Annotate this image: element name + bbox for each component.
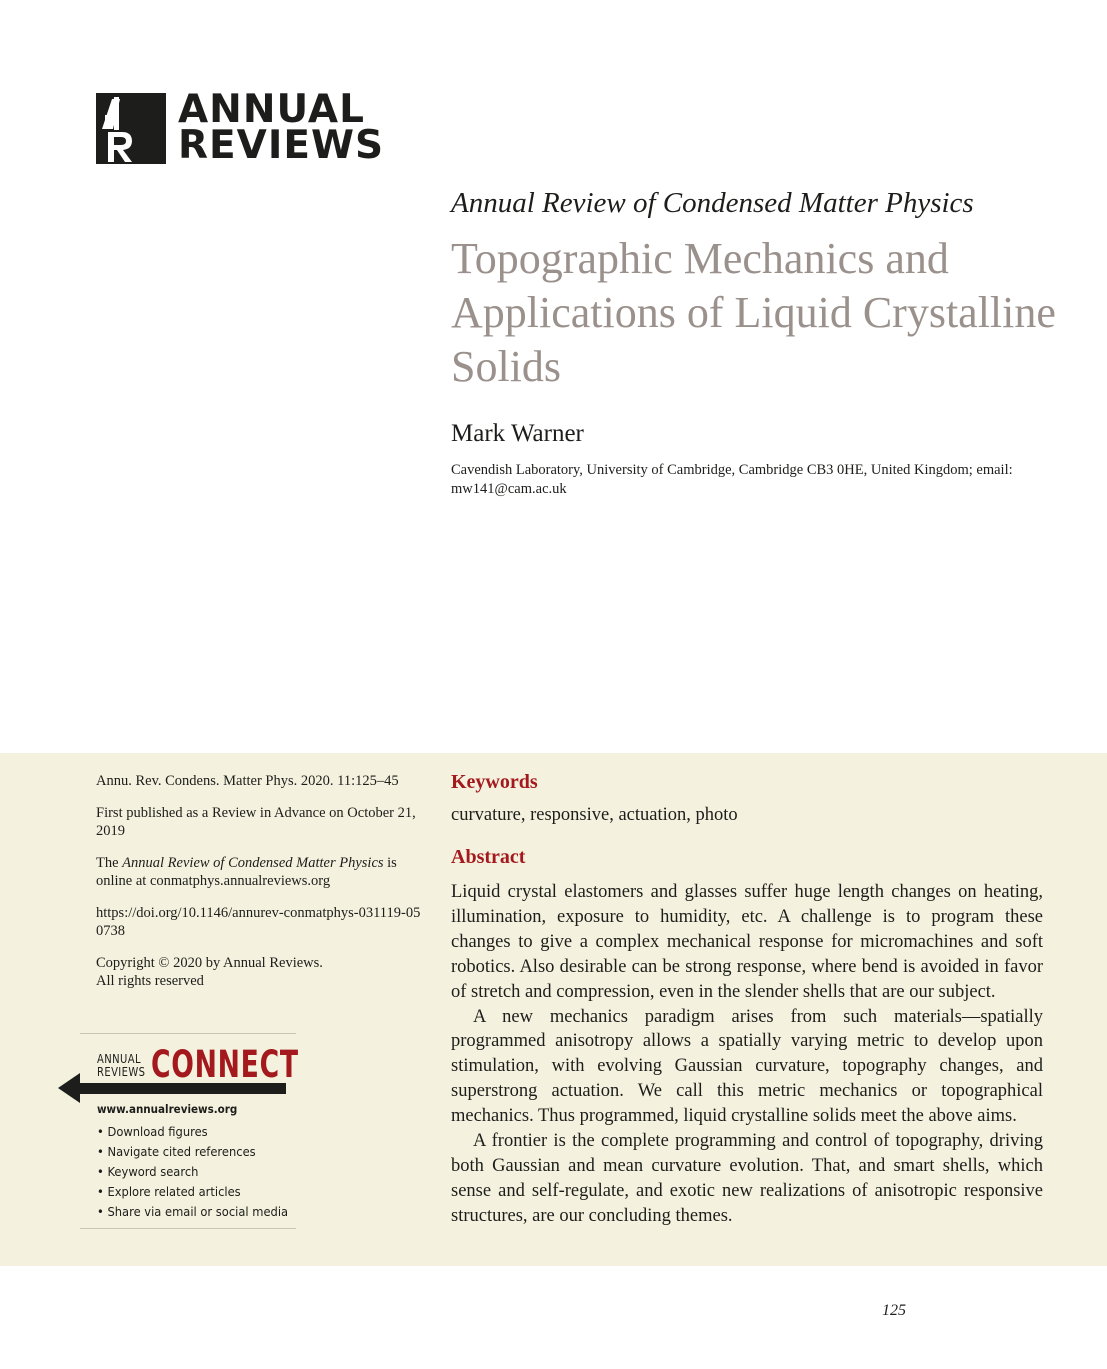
connect-item-share: • Share via email or social media [97,1202,288,1222]
citation: Annu. Rev. Condens. Matter Phys. 2020. 11:125–45 [96,773,399,789]
author-affiliation: Cavendish Laboratory, University of Cambridge, Cambridge CB3 0HE, United Kingdom; email: mw141@cam.ac.uk [451,462,1013,497]
keywords-heading: Keywords [451,771,538,793]
journal-name: Annual Review of Condensed Matter Physics [451,187,974,219]
logo-line-1: ANNUAL [178,87,365,132]
annual-reviews-logo [96,87,385,168]
article-metadata [96,772,426,1004]
online-prefix: The [96,854,119,871]
keywords-text: curvature, responsive, actuation, photo [451,805,738,825]
online-suffix: is online at conmatphys.annualreviews.org [96,854,397,889]
abstract-body [451,880,1043,1229]
copyright-line-1: Copyright © 2020 by Annual Reviews. [96,954,323,971]
connect-item-navigate-references: • Navigate cited references [97,1142,288,1162]
abstract-paragraph: A new mechanics paradigm arises from such materials—spatially programmed anisotropy allows a spatially varying metric to develop upon stimulation, with evolving Gaussian curvature, topography changes, and superstrong actuation. We call this metric mechanics or topographical mechanics. Thus programmed, liquid crystalline solids meet the above aims. [451,1006,1043,1127]
arrow-left-icon [58,1070,288,1106]
connect-item-download-figures: • Download figures [97,1122,288,1142]
abstract-paragraph: Liquid crystal elastomers and glasses suffer huge length changes on heating, illumination, exposure to humidity, etc. A challenge is to program these changes to give a complex mechanical response for micromachines and soft robotics. Also desirable can be strong response, where bend is avoided in favor of stretch and compression, even in the slender shells that are our subject. [451,882,1043,1002]
logo-wordmark [178,87,385,168]
ar-logo-mark [96,93,166,164]
connect-url[interactable]: www.annualreviews.org [97,1102,238,1116]
logo-line-2: REVIEWS [178,123,385,168]
connect-feature-list [97,1122,305,1222]
article-title: Topographic Mechanics and Applications of Liquid Crystalline Solids [451,234,1056,391]
first-published: First published as a Review in Advance on October 21, 2019 [96,804,416,839]
page-number: 125 [882,1302,906,1319]
connect-small-line-1: ANNUAL [97,1050,141,1066]
copyright-line-2: All rights reserved [96,973,204,989]
doi-link[interactable]: https://doi.org/10.1146/annurev-conmatphys-031119-050738 [96,904,421,939]
annual-reviews-connect-box [80,1033,299,1229]
online-availability [96,854,426,891]
abstract-heading: Abstract [451,846,526,868]
connect-item-explore-articles: • Explore related articles [97,1182,288,1202]
online-journal: Annual Review of Condensed Matter Physics [122,854,384,871]
connect-item-keyword-search: • Keyword search [97,1162,288,1182]
connect-small-line-2: REVIEWS [97,1063,146,1079]
copyright [96,954,426,991]
author-name: Mark Warner [451,420,584,447]
abstract-paragraph: A frontier is the complete programming and control of topography, driving both Gaussian and mean curvature evolution. That, and smart shells, which sense and self-regulate, and exotic new realizations of anisotropic responsive structures, are our concluding themes. [451,1131,1043,1226]
connect-wordmark: CONNECT [151,1043,299,1086]
